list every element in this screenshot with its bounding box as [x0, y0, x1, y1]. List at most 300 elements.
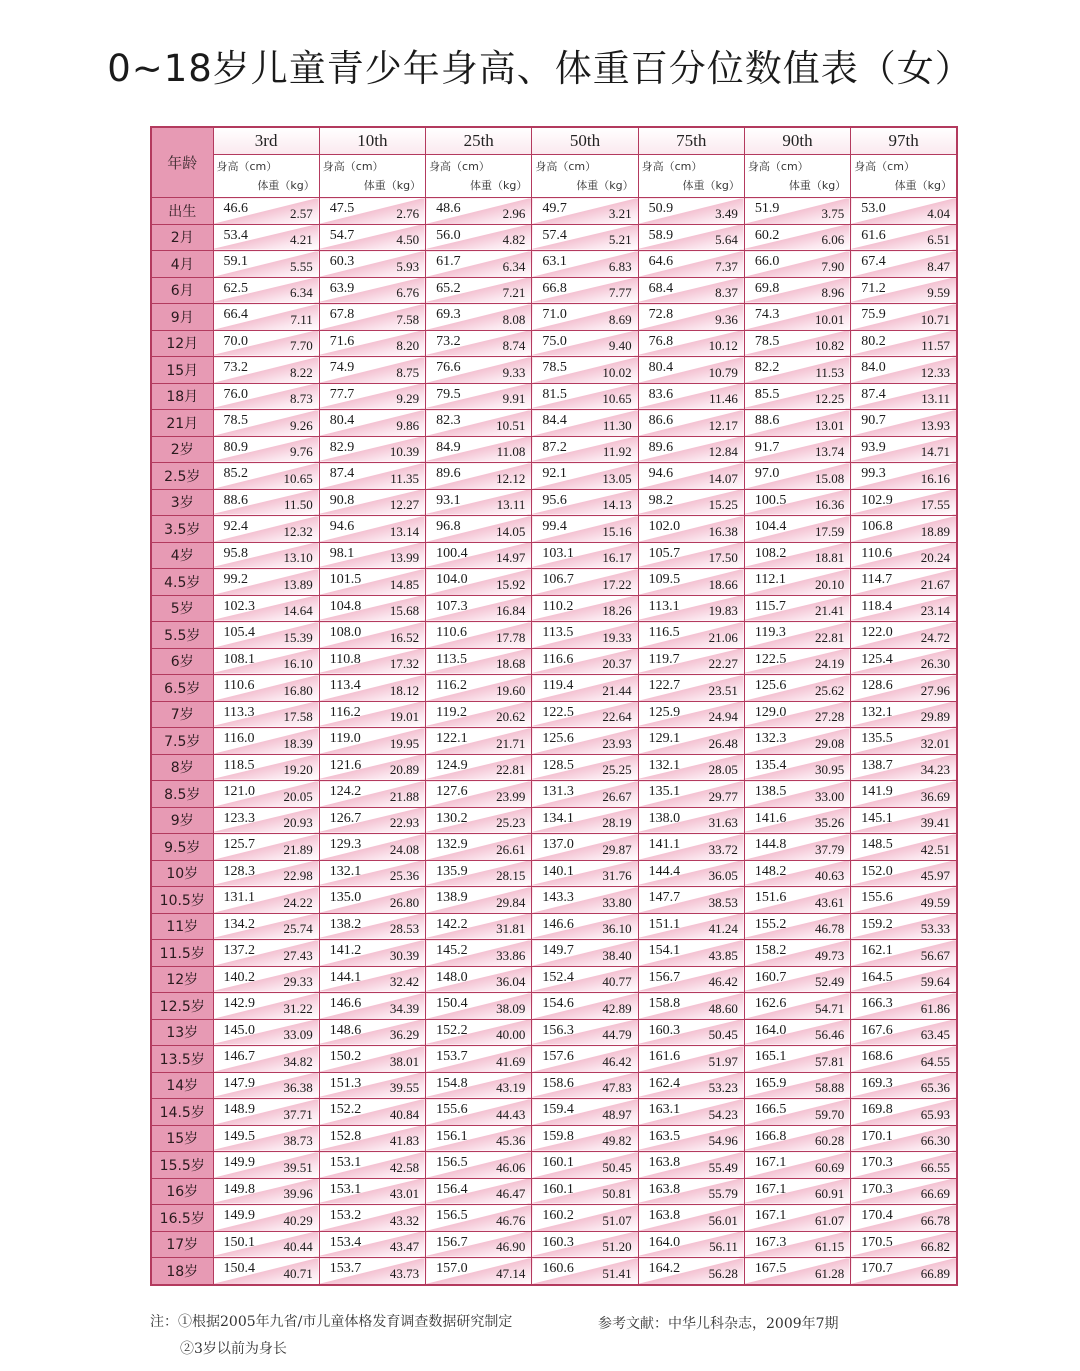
value-cell — [744, 966, 850, 993]
unit-header-cell — [851, 155, 957, 198]
height-value: 153.7 — [329, 1261, 362, 1276]
weight-value: 32.42 — [389, 974, 420, 989]
value-cell — [744, 1019, 850, 1046]
weight-value: 5.93 — [396, 258, 420, 274]
weight-value: 29.87 — [602, 841, 632, 857]
value-cell — [213, 251, 319, 278]
weight-value: 26.67 — [602, 788, 632, 804]
height-value: 138.7 — [861, 757, 893, 773]
weight-value: 30.95 — [814, 762, 845, 777]
weight-value: 29.89 — [920, 709, 950, 724]
value-cell — [638, 913, 744, 940]
weight-value: 22.64 — [602, 709, 632, 724]
weight-value: 48.97 — [602, 1106, 632, 1122]
weight-value: 54.71 — [814, 1000, 845, 1016]
value-cell — [426, 701, 532, 728]
height-value: 146.7 — [223, 1049, 255, 1064]
height-value: 128.3 — [223, 863, 255, 879]
weight-value: 59.70 — [814, 1106, 845, 1122]
value-cell — [426, 516, 532, 543]
value-cell — [319, 1205, 425, 1232]
height-value: 106.7 — [542, 572, 574, 587]
weight-value: 15.16 — [602, 523, 632, 539]
height-unit-label: 身高（cm） — [641, 160, 703, 173]
weight-value: 40.00 — [496, 1027, 526, 1042]
height-value: 132.1 — [648, 757, 681, 773]
height-value: 78.5 — [223, 413, 248, 428]
height-value: 150.1 — [223, 1234, 255, 1250]
age-cell: 11.5岁 — [151, 940, 213, 967]
weight-value: 25.25 — [602, 762, 632, 777]
weight-value: 8.47 — [927, 258, 950, 274]
value-cell — [532, 648, 638, 675]
value-cell — [319, 1019, 425, 1046]
unit-header-cell — [426, 155, 532, 198]
weight-value: 46.76 — [496, 1212, 526, 1228]
height-value: 162.1 — [861, 943, 893, 958]
value-cell — [213, 913, 319, 940]
weight-value: 22.27 — [708, 656, 738, 671]
weight-value: 8.96 — [821, 285, 845, 300]
height-value: 138.0 — [648, 810, 681, 826]
weight-value: 24.22 — [283, 894, 313, 910]
value-cell — [426, 277, 532, 304]
value-cell — [426, 542, 532, 569]
value-cell — [532, 754, 638, 781]
weight-value: 12.12 — [496, 470, 526, 486]
value-cell — [851, 913, 957, 940]
height-value: 125.6 — [754, 678, 787, 693]
weight-value: 22.98 — [283, 868, 313, 883]
value-cell — [426, 1205, 532, 1232]
unit-header-cell — [638, 155, 744, 198]
value-cell — [744, 1072, 850, 1099]
weight-value: 7.21 — [502, 285, 526, 300]
value-cell — [426, 834, 532, 861]
height-value: 92.1 — [542, 466, 567, 481]
weight-value: 42.89 — [602, 1000, 632, 1016]
height-unit-label: 身高（cm） — [854, 160, 915, 173]
value-cell — [851, 198, 957, 225]
height-value: 141.9 — [861, 784, 893, 799]
weight-value: 49.59 — [920, 894, 950, 910]
weight-value: 66.30 — [920, 1133, 950, 1148]
weight-value: 15.39 — [283, 629, 313, 645]
height-value: 167.1 — [754, 1155, 787, 1170]
weight-value: 43.01 — [389, 1186, 420, 1201]
weight-value: 16.52 — [389, 629, 420, 645]
height-value: 160.3 — [542, 1234, 574, 1250]
weight-value: 20.89 — [389, 762, 420, 777]
height-value: 48.6 — [436, 201, 461, 216]
value-cell — [532, 1046, 638, 1073]
weight-value: 7.11 — [290, 311, 313, 327]
height-value: 124.2 — [329, 784, 362, 799]
height-value: 105.4 — [223, 625, 255, 640]
table-row — [151, 330, 957, 357]
height-value: 53.4 — [223, 227, 248, 243]
height-value: 159.2 — [861, 916, 893, 932]
height-value: 163.8 — [648, 1208, 681, 1223]
value-cell — [851, 436, 957, 463]
height-value: 157.6 — [542, 1049, 574, 1064]
value-cell — [213, 383, 319, 410]
height-value: 67.8 — [329, 307, 355, 322]
table-row — [151, 304, 957, 331]
table-row — [151, 489, 957, 516]
height-value: 148.6 — [329, 1022, 362, 1038]
value-cell — [319, 966, 425, 993]
height-value: 60.3 — [329, 254, 355, 269]
height-value: 140.2 — [223, 969, 255, 985]
weight-value: 27.43 — [283, 947, 313, 963]
value-cell — [213, 410, 319, 437]
height-value: 125.6 — [542, 731, 574, 746]
weight-value: 49.82 — [602, 1133, 632, 1148]
weight-value: 40.29 — [283, 1212, 313, 1228]
height-value: 109.5 — [648, 572, 681, 587]
height-value: 129.0 — [754, 704, 787, 720]
value-cell — [213, 781, 319, 808]
value-cell — [851, 1152, 957, 1179]
value-cell — [319, 754, 425, 781]
weight-value: 14.71 — [920, 444, 950, 459]
value-cell — [744, 383, 850, 410]
value-cell — [319, 277, 425, 304]
value-cell — [638, 754, 744, 781]
table-row — [151, 251, 957, 278]
value-cell — [426, 1046, 532, 1073]
table-row — [151, 940, 957, 967]
value-cell — [744, 569, 850, 596]
value-cell — [851, 595, 957, 622]
value-cell — [532, 781, 638, 808]
height-value: 80.4 — [648, 360, 674, 375]
weight-value: 3.75 — [821, 205, 845, 221]
value-cell — [638, 251, 744, 278]
weight-value: 20.24 — [920, 550, 950, 565]
height-value: 160.7 — [754, 969, 787, 985]
height-value: 122.5 — [754, 651, 787, 667]
height-value: 63.1 — [542, 254, 567, 269]
age-header: 年龄 — [151, 127, 213, 198]
weight-value: 13.11 — [921, 391, 950, 406]
height-value: 152.2 — [436, 1022, 468, 1038]
weight-value: 12.25 — [814, 391, 845, 406]
height-value: 104.0 — [436, 572, 468, 587]
value-cell — [851, 277, 957, 304]
table-row — [151, 860, 957, 887]
value-cell — [319, 701, 425, 728]
weight-value: 60.28 — [814, 1133, 845, 1148]
weight-value: 30.39 — [389, 947, 420, 963]
weight-value: 37.71 — [283, 1106, 313, 1122]
height-value: 144.1 — [329, 969, 362, 985]
weight-value: 42.51 — [920, 841, 950, 857]
height-value: 131.1 — [223, 890, 255, 905]
weight-value: 14.97 — [496, 550, 526, 565]
value-cell — [213, 1125, 319, 1152]
weight-value: 2.96 — [502, 205, 526, 221]
value-cell — [532, 1125, 638, 1152]
value-cell — [426, 489, 532, 516]
value-cell — [638, 357, 744, 384]
value-cell — [426, 1231, 532, 1258]
value-cell — [426, 887, 532, 914]
value-cell — [532, 966, 638, 993]
height-value: 149.9 — [223, 1208, 255, 1223]
height-value: 129.1 — [648, 731, 681, 746]
value-cell — [744, 330, 850, 357]
weight-value: 40.44 — [283, 1239, 313, 1254]
weight-value: 13.74 — [814, 444, 845, 459]
note-1 — [150, 1311, 512, 1331]
value-cell — [744, 913, 850, 940]
value-cell — [213, 807, 319, 834]
value-cell — [319, 436, 425, 463]
table-row — [151, 383, 957, 410]
height-value: 122.1 — [436, 731, 468, 746]
value-cell — [213, 1046, 319, 1073]
value-cell — [851, 701, 957, 728]
height-value: 132.1 — [861, 704, 893, 720]
weight-value: 21.06 — [708, 629, 738, 645]
value-cell — [638, 807, 744, 834]
weight-value: 50.45 — [708, 1027, 738, 1042]
value-cell — [638, 1019, 744, 1046]
height-value: 167.6 — [861, 1022, 893, 1038]
height-value: 89.6 — [436, 466, 461, 481]
height-value: 153.7 — [436, 1049, 468, 1064]
weight-value: 18.39 — [283, 735, 313, 751]
height-value: 154.1 — [648, 943, 681, 958]
value-cell — [638, 1231, 744, 1258]
weight-value: 29.77 — [708, 788, 738, 804]
weight-value: 13.11 — [496, 497, 526, 512]
weight-value: 51.07 — [602, 1212, 632, 1228]
age-cell: 9月 — [151, 304, 213, 331]
height-value: 88.6 — [223, 492, 248, 508]
height-value: 156.7 — [648, 969, 681, 985]
height-value: 148.2 — [754, 863, 787, 879]
value-cell — [532, 1072, 638, 1099]
value-cell — [851, 410, 957, 437]
unit-header-cell — [532, 155, 638, 198]
value-cell — [851, 887, 957, 914]
height-value: 113.5 — [542, 625, 574, 640]
weight-value: 63.45 — [920, 1027, 950, 1042]
weight-value: 56.67 — [920, 947, 950, 963]
value-cell — [638, 542, 744, 569]
height-value: 88.6 — [754, 413, 780, 428]
height-value: 95.8 — [223, 545, 248, 561]
height-value: 80.9 — [223, 439, 248, 455]
value-cell — [744, 754, 850, 781]
height-value: 102.0 — [648, 519, 681, 534]
height-value: 163.1 — [648, 1102, 681, 1117]
height-value: 87.4 — [861, 386, 886, 402]
value-cell — [744, 1178, 850, 1205]
value-cell — [744, 357, 850, 384]
weight-value: 43.19 — [496, 1080, 526, 1095]
weight-value: 24.72 — [920, 629, 950, 645]
height-value: 163.5 — [648, 1128, 681, 1144]
weight-value: 28.19 — [602, 815, 632, 830]
weight-value: 13.14 — [389, 523, 420, 539]
weight-value: 43.73 — [389, 1266, 420, 1281]
value-cell — [213, 1205, 319, 1232]
height-value: 135.0 — [329, 890, 362, 905]
value-cell — [532, 913, 638, 940]
value-cell — [319, 834, 425, 861]
height-value: 46.6 — [223, 201, 248, 216]
value-cell — [744, 1231, 850, 1258]
value-cell — [851, 1258, 957, 1286]
value-cell — [426, 622, 532, 649]
value-cell — [744, 781, 850, 808]
height-value: 155.6 — [861, 890, 893, 905]
table-row — [151, 357, 957, 384]
height-value: 118.4 — [861, 598, 893, 614]
height-value: 170.4 — [861, 1208, 893, 1223]
weight-value: 21.88 — [389, 788, 420, 804]
value-cell — [319, 330, 425, 357]
weight-value: 35.26 — [814, 815, 845, 830]
height-value: 169.8 — [861, 1102, 893, 1117]
weight-value: 5.21 — [608, 232, 632, 247]
weight-value: 3.21 — [608, 205, 632, 221]
table-row — [151, 913, 957, 940]
weight-value: 16.36 — [814, 497, 845, 512]
value-cell — [851, 1231, 957, 1258]
height-value: 85.2 — [223, 466, 248, 481]
height-value: 170.3 — [861, 1155, 893, 1170]
height-value: 77.7 — [329, 386, 355, 402]
value-cell — [638, 1125, 744, 1152]
weight-value: 47.14 — [496, 1266, 526, 1281]
age-cell: 8.5岁 — [151, 781, 213, 808]
weight-value: 6.06 — [821, 232, 845, 247]
value-cell — [213, 728, 319, 755]
value-cell — [426, 595, 532, 622]
value-cell — [744, 728, 850, 755]
weight-value: 10.01 — [814, 311, 845, 327]
height-value: 155.6 — [436, 1102, 468, 1117]
weight-value: 25.62 — [814, 682, 845, 698]
height-value: 122.5 — [542, 704, 574, 720]
height-value: 93.1 — [436, 492, 461, 508]
weight-value: 17.78 — [496, 629, 526, 645]
weight-value: 46.78 — [814, 921, 845, 936]
height-value: 164.5 — [861, 969, 893, 985]
value-cell — [213, 595, 319, 622]
percentile-header: 50th — [532, 127, 638, 155]
height-value: 56.0 — [436, 227, 461, 243]
value-cell — [319, 1231, 425, 1258]
weight-value: 27.28 — [814, 709, 845, 724]
weight-value: 48.60 — [708, 1000, 738, 1016]
value-cell — [213, 834, 319, 861]
weight-value: 10.82 — [814, 338, 845, 353]
value-cell — [319, 251, 425, 278]
age-cell: 18月 — [151, 383, 213, 410]
value-cell — [744, 1046, 850, 1073]
weight-value: 60.69 — [814, 1159, 845, 1175]
height-value: 72.8 — [648, 307, 674, 322]
weight-value: 44.79 — [602, 1027, 632, 1042]
unit-header-cell — [213, 155, 319, 198]
weight-unit-label: 体重（kg） — [894, 179, 952, 192]
value-cell — [744, 675, 850, 702]
height-value: 167.3 — [754, 1234, 787, 1250]
height-value: 161.6 — [648, 1049, 681, 1064]
value-cell — [426, 675, 532, 702]
value-cell — [426, 198, 532, 225]
weight-value: 23.93 — [602, 735, 632, 751]
weight-value: 9.33 — [502, 364, 526, 380]
page-title: 0~18岁儿童青少年身高、体重百分位数值表（女） — [107, 47, 973, 90]
height-value: 76.6 — [436, 360, 461, 375]
weight-value: 58.88 — [814, 1080, 845, 1095]
height-value: 50.9 — [648, 201, 674, 216]
weight-unit-label: 体重（kg） — [576, 179, 634, 192]
value-cell — [851, 330, 957, 357]
weight-value: 6.51 — [927, 232, 950, 247]
height-value: 78.5 — [754, 333, 780, 349]
age-cell: 9.5岁 — [151, 834, 213, 861]
weight-value: 66.78 — [920, 1212, 950, 1228]
value-cell — [744, 410, 850, 437]
value-cell — [426, 966, 532, 993]
weight-value: 31.81 — [496, 921, 526, 936]
weight-value: 25.36 — [389, 868, 420, 883]
value-cell — [851, 728, 957, 755]
value-cell — [851, 754, 957, 781]
height-value: 82.3 — [436, 413, 461, 428]
height-value: 160.2 — [542, 1208, 574, 1223]
weight-value: 40.71 — [283, 1266, 313, 1281]
weight-value: 56.28 — [708, 1266, 738, 1281]
height-value: 69.8 — [754, 280, 780, 296]
weight-value: 8.75 — [396, 364, 420, 380]
weight-value: 9.26 — [290, 417, 313, 433]
age-cell: 出生 — [151, 198, 213, 225]
value-cell — [319, 887, 425, 914]
value-cell — [638, 304, 744, 331]
height-value: 153.1 — [329, 1181, 362, 1197]
weight-value: 15.92 — [496, 576, 526, 592]
value-cell — [532, 410, 638, 437]
value-cell — [532, 993, 638, 1020]
weight-value: 65.36 — [920, 1080, 950, 1095]
height-value: 154.8 — [436, 1075, 468, 1091]
height-value: 137.0 — [542, 837, 574, 852]
weight-value: 50.81 — [602, 1186, 632, 1201]
weight-value: 6.83 — [608, 258, 632, 274]
height-value: 153.1 — [329, 1155, 362, 1170]
value-cell — [744, 1205, 850, 1232]
value-cell — [532, 1178, 638, 1205]
value-cell — [532, 1099, 638, 1126]
weight-value: 64.55 — [920, 1053, 950, 1069]
value-cell — [532, 198, 638, 225]
height-value: 160.1 — [542, 1181, 574, 1197]
height-value: 76.0 — [223, 386, 248, 402]
value-cell — [532, 463, 638, 490]
value-cell — [213, 224, 319, 251]
value-cell — [851, 542, 957, 569]
height-value: 160.1 — [542, 1155, 574, 1170]
